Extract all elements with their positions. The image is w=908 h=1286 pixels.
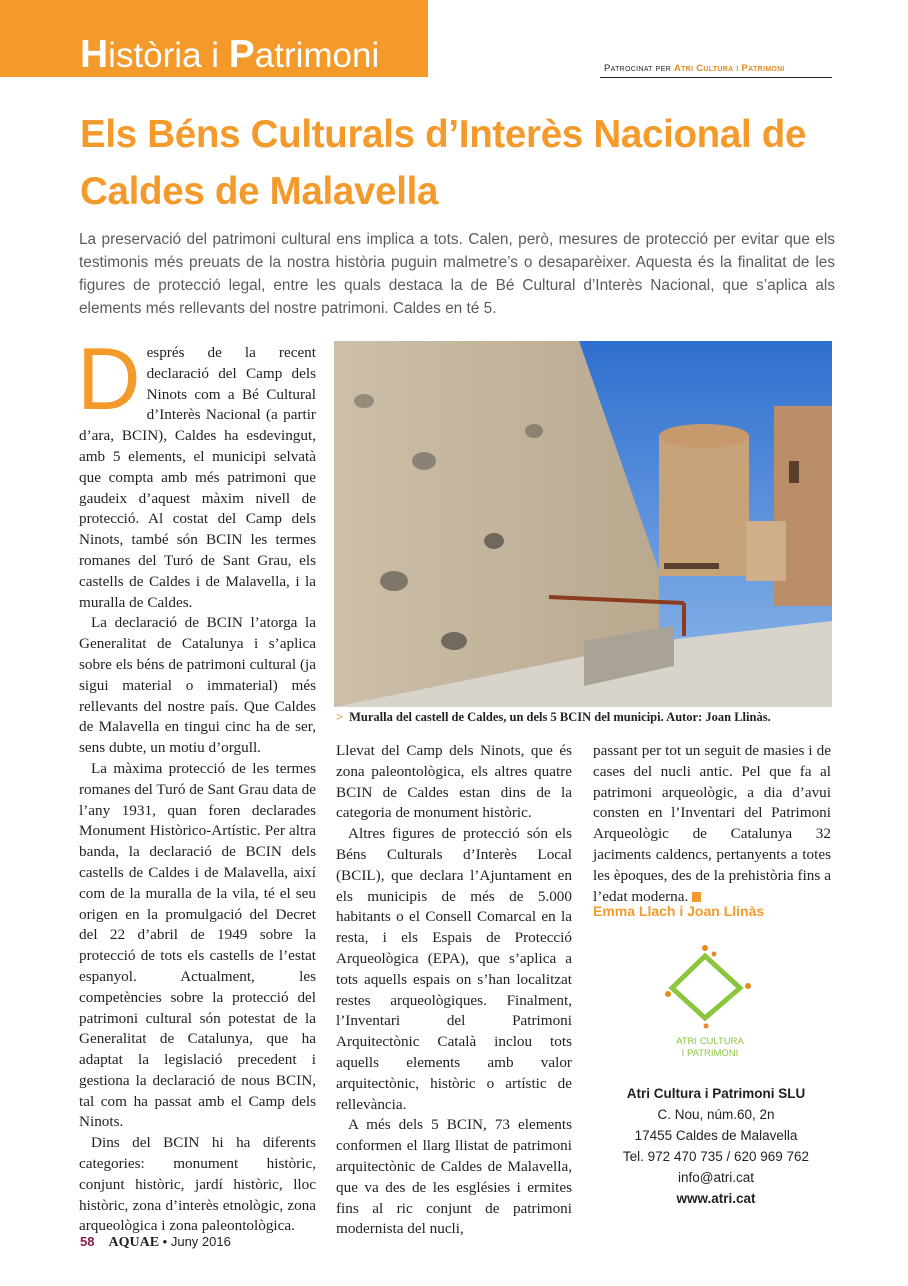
paragraph: La màxima protecció de les termes romanes del Turó de Sant Grau data de l’any 1931, quan foren declarades Monument Històrico-Artístic. Per altra banda, la declaració de BCIN dels castells de Caldes i de Malavella, així com de la muralla de la vila, té el seu origen en la promulgació del Decret del 22 d’abril de 1949 sobre la protecció de tots els castells de l’estat espanyol. Actualment, les competències sobre la protecció del patrimoni cultural són potestat de la Generalitat de Catalunya, que ha adaptat la legislació precedent i gestiona la declaració de nous BCIN, tal com ha passat amb el Camp dels Ninots.: [79, 759, 316, 1131]
company-contact: [600, 1083, 832, 1209]
paragraph: La declaració de BCIN l’atorga la Generalitat de Catalunya i s’aplica sobre els béns de patrimoni cultural (ja sigui material o immaterial) més rellevants del nostre país. Que Caldes de Malavella en tingui cinc ha de ser, sens dubte, un motiu d’orgull.: [79, 614, 316, 757]
sponsor-rule: [600, 77, 832, 78]
logo-text-line-1: ATRI CULTURA: [676, 1036, 744, 1047]
atri-logo-graphic: [660, 938, 760, 1066]
atri-logo: [660, 938, 760, 1066]
section-header: [0, 0, 428, 77]
logo-text-line-2: I PATRIMONI: [681, 1048, 739, 1059]
issue-date: Juny 2016: [170, 1234, 231, 1249]
magazine-name: AQUAE: [108, 1235, 160, 1250]
company-phone: Tel. 972 470 735 / 620 969 762: [622, 1149, 810, 1164]
sponsor-line: [604, 63, 832, 77]
footer-separator: •: [162, 1234, 168, 1249]
article-headline: Els Béns Culturals d’Interès Nacional de Caldes de Malavella: [80, 113, 807, 213]
page-number: 58: [80, 1234, 95, 1249]
company-email[interactable]: info@atri.cat: [678, 1170, 754, 1185]
article-author: Emma Llach i Joan Llinàs: [593, 903, 765, 919]
caption-text: Muralla del castell de Caldes, un dels 5 BCIN del municipi. Autor: Joan Llinàs.: [349, 710, 771, 724]
paragraph: Dins del BCIN hi ha diferents categories: monument històric, conjunt històric, jardí històric, lloc històric, zona d’interès etnològic, zona arqueològica i zona paleontològica.: [79, 1134, 316, 1235]
paragraph: [593, 741, 831, 907]
paragraph: [77, 329, 316, 613]
paragraph-text: esprés de la recent declaració del Camp dels Ninots com a Bé Cultural d’Interès Nacional (a partir d’ara, BCIN), Caldes ha esdevingut, amb 5 elements, el municipi selvatà que compta amb més patrimoni que gaudeix d’aquest màxim nivell de protecció. Al costat del Camp dels Ninots, també són BCIN les termes romanes del Turó de Sant Grau, els castells de Caldes i de Malavella, i la muralla de Caldes.: [79, 344, 316, 611]
column-2: [336, 741, 572, 1240]
company-name: Atri Cultura i Patrimoni SLU: [626, 1086, 806, 1101]
photo-illustration: [334, 341, 832, 707]
section-initial: H: [80, 33, 109, 76]
paragraph: A més dels 5 BCIN, 73 elements conformen el llarg llistat de patrimoni arquitectònic de Caldes de Malavella, que va des de les esglésies i ermites fins al ric conjunt de patrimoni modernista del nucli,: [336, 1116, 572, 1238]
column-1: [77, 329, 316, 1237]
end-mark: [692, 892, 701, 902]
page-footer: [80, 1234, 231, 1254]
company-street: C. Nou, núm.60, 2n: [657, 1107, 775, 1122]
article-lead: La preservació del patrimoni cultural ens implica a tots. Calen, però, mesures de protecció per evitar que els testimonis més preuats de la nostra història puguin malmetre’s o desaparèixer. Aquesta és la finalitat de les figures de protecció legal, entre les quals destaca la de Bé Cultural d’Interès Nacional, que s’aplica als elements més rellevants del nostre patrimoni. Caldes en té 5.: [79, 231, 835, 317]
section-title-part: atrimoni: [254, 36, 380, 75]
drop-cap: D: [77, 329, 141, 428]
section-initial: P: [228, 33, 255, 76]
paragraph-text: passant per tot un seguit de masies i de cases del nucli antic. Pel que fa al patrimoni arqueològic, a dia d’avui consten en l’Inventari del Patrimoni Arqueològic de Catalunya 32 jaciments caldencs, pertanyents a totes les èpoques, des de la prehistòria fins a l’edat moderna.: [593, 742, 831, 905]
column-3: [593, 741, 831, 907]
company-website[interactable]: www.atri.cat: [676, 1191, 756, 1206]
castle-wall-photo: [334, 341, 832, 707]
sponsor-prefix: Patrocinat per: [604, 63, 671, 74]
photo-caption: [336, 710, 836, 725]
paragraph: Llevat del Camp dels Ninots, que és zona paleontològica, els altres quatre BCIN de Caldes estan dins de la categoria de monument històric.: [336, 742, 572, 822]
sponsor-brand: Atri Cultura i Patrimoni: [673, 63, 785, 74]
company-city: 17455 Caldes de Malavella: [634, 1128, 798, 1143]
caption-marker: >: [336, 710, 344, 724]
section-title-part: istòria i: [108, 36, 229, 75]
paragraph: Altres figures de protecció són els Béns Culturals d’Interès Local (BCIL), que declara l’Ajuntament en els municipis de més de 5.000 habitants o el Consell Comarcal en la resta, i els Espais de Protecció Arqueològica (EPA), que s’aplica a tots aquells espais on s’han localitzat restes arqueològiques. Finalment, l’Inventari del Patrimoni Arquitectònic Català inclou tots aquells elements amb valor arquitectònic, històric o artístic de rellevància.: [336, 825, 572, 1113]
